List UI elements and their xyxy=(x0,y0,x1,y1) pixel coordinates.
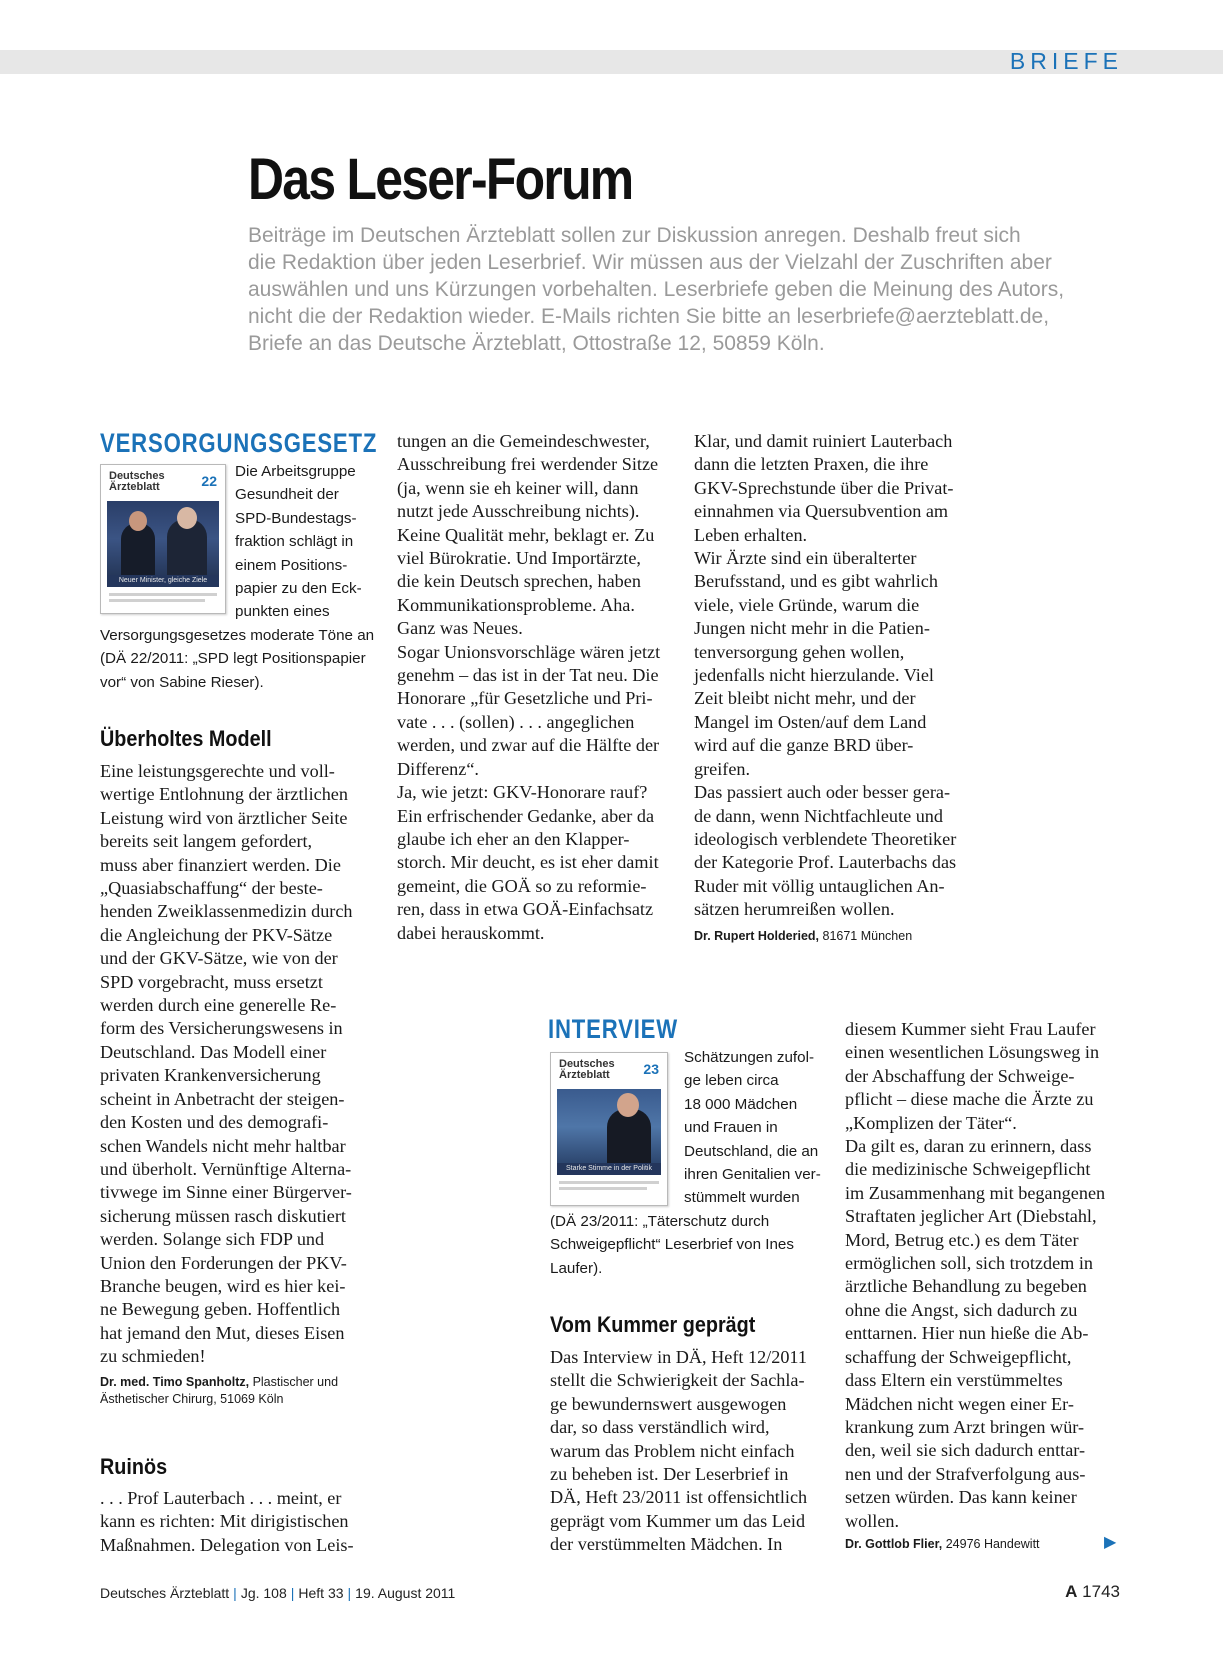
body-line: einnahmen via Quersubvention am xyxy=(694,501,949,522)
body-line: schaffung der Schweigepflicht, xyxy=(845,1346,1072,1367)
teaser-line: punkten eines xyxy=(235,603,330,621)
body-line: die medizinische Schweigepflicht xyxy=(845,1159,1091,1180)
body-line: bereits seit langem gefordert, xyxy=(100,831,313,852)
section-kicker-versorgungsgesetz: VERSORGUNGSGESETZ xyxy=(100,428,378,458)
body-line: ohne die Angst, sich dadurch zu xyxy=(845,1299,1078,1320)
section-kicker-interview: INTERVIEW xyxy=(548,1014,678,1044)
body-line: Leben erhalten. xyxy=(694,524,808,545)
teaser-line: und Frauen in xyxy=(684,1119,778,1137)
body-line: Deutschland. Das Modell einer xyxy=(100,1041,327,1062)
letter-heading-vom-kummer-gepraegt: Vom Kummer geprägt xyxy=(550,1312,756,1337)
teaser-line: einem Positions- xyxy=(235,556,348,574)
body-line: setzen würden. Das kann keiner xyxy=(845,1487,1077,1508)
body-line: zu beheben ist. Der Leserbrief in xyxy=(550,1464,789,1485)
page-number xyxy=(1065,1582,1120,1602)
body-line: wollen. xyxy=(845,1510,900,1531)
teaser-line: Versorgungsgesetzes moderate Töne an xyxy=(100,627,375,644)
teaser-versorgungsgesetz xyxy=(235,460,362,624)
arrow-right-icon: ▶ xyxy=(1104,1532,1117,1551)
page-number-value: 1743 xyxy=(1082,1582,1120,1601)
letter-signature-spanholtz xyxy=(100,1374,338,1408)
body-line: ge bewundernswert ausgewogen xyxy=(550,1393,787,1414)
teaser-versorgungsgesetz-cont xyxy=(100,624,374,694)
letter-body-kummer-col2 xyxy=(845,1018,1105,1533)
cover-title-line: Ärzteblatt xyxy=(559,1069,610,1081)
body-line: scheint in Anbetracht der steigen- xyxy=(100,1088,345,1109)
intro-line: die Redaktion über jeden Leserbrief. Wir müssen aus der Vielzahl der Zuschriften aber xyxy=(248,251,1052,274)
body-line: Mangel im Osten/auf dem Land xyxy=(694,711,927,732)
teaser-line: Schätzungen zufol- xyxy=(684,1049,815,1066)
intro-line: Beiträge im Deutschen Ärzteblatt sollen zur Diskussion anregen. Deshalb freut sich xyxy=(248,224,1021,247)
body-line: Ja, wie jetzt: GKV-Honorare rauf? xyxy=(397,782,648,803)
body-line: DÄ, Heft 23/2011 ist offensichtlich xyxy=(550,1487,808,1508)
body-line: der verstümmelten Mädchen. In xyxy=(550,1534,783,1555)
intro-line: Briefe an das Deutsche Ärzteblatt, Ottostraße 12, 50859 Köln. xyxy=(248,332,825,355)
page-prefix: A xyxy=(1065,1582,1078,1601)
author-name: Dr. Gottlob Flier, xyxy=(845,1537,943,1551)
footer-issue: Heft 33 xyxy=(298,1585,344,1601)
letter-body-ruinoes-col1 xyxy=(100,1487,354,1557)
body-line: Da gilt es, daran zu erinnern, dass xyxy=(845,1136,1092,1157)
cover-issue-number: 22 xyxy=(201,473,217,489)
body-line: die kein Deutsch sprechen, haben xyxy=(397,571,641,592)
body-line: Mädchen nicht wegen einer Er- xyxy=(845,1393,1074,1414)
body-line: . . . Prof Lauterbach . . . meint, er xyxy=(100,1488,342,1508)
body-line: und der GKV-Sätze, wie von der xyxy=(100,948,338,969)
body-line: nen und der Strafverfolgung aus- xyxy=(845,1463,1086,1484)
teaser-line: Laufer). xyxy=(550,1259,603,1277)
body-line: wertige Entlohnung der ärztlichen xyxy=(100,784,348,805)
body-line: Mord, Betrug etc.) es dem Täter xyxy=(845,1229,1079,1250)
body-line: dabei herauskommt. xyxy=(397,922,545,943)
body-line: Ganz was Neues. xyxy=(397,618,523,639)
body-line: zu schmieden! xyxy=(100,1346,206,1367)
teaser-line: Gesundheit der xyxy=(235,486,339,504)
teaser-line: Die Arbeitsgruppe xyxy=(235,463,356,480)
author-location: 81671 München xyxy=(819,929,913,943)
body-line: privaten Krankenversicherung xyxy=(100,1065,321,1086)
author-location: Ästhetischer Chirurg, 51069 Köln xyxy=(100,1392,284,1406)
body-line: Sogar Unionsvorschläge wären jetzt xyxy=(397,641,661,662)
body-line: ren, dass in etwa GOÄ-Einfachsatz xyxy=(397,899,654,920)
body-line: ne Bewegung geben. Hoffentlich xyxy=(100,1299,341,1320)
body-line: Wir Ärzte sind ein überalterter xyxy=(694,548,917,569)
cover-title xyxy=(559,1059,615,1081)
body-line: Branche beugen, wird es hier kei- xyxy=(100,1275,346,1296)
body-line: Ausschreibung frei werdender Sitze xyxy=(397,454,659,475)
body-line: der Abschaffung der Schweige- xyxy=(845,1065,1075,1086)
teaser-line: Schweigepflicht“ Leserbrief von Ines xyxy=(550,1236,794,1254)
body-line: Maßnahmen. Delegation von Leis- xyxy=(100,1534,354,1555)
body-line: dass Eltern ein verstümmeltes xyxy=(845,1370,1063,1391)
body-line: geprägt vom Kummer um das Leid xyxy=(550,1510,806,1531)
body-line: Straftaten jeglicher Art (Diebstahl, xyxy=(845,1206,1097,1227)
body-line: Eine leistungsgerechte und voll- xyxy=(100,761,335,781)
body-line: Zeit bleibt nicht mehr, und der xyxy=(694,688,916,709)
body-line: schen Wandels nicht mehr haltbar xyxy=(100,1135,346,1156)
teaser-line: Deutschland, die an xyxy=(684,1142,819,1160)
body-line: Leistung wird von ärztlicher Seite xyxy=(100,807,348,828)
body-line: de dann, wenn Nichtfachleute und xyxy=(694,805,943,826)
body-line: GKV-Sprechstunde über die Privat- xyxy=(694,477,954,498)
body-line: und überholt. Vernünftige Alterna- xyxy=(100,1158,352,1179)
author-name: Dr. med. Timo Spanholtz, xyxy=(100,1375,250,1389)
body-line: nutzt jede Ausschreibung nichts). xyxy=(397,501,640,522)
body-line: ermöglichen soll, sich trotzdem in xyxy=(845,1253,1094,1274)
cover-title-line: Deutsches xyxy=(109,470,165,482)
cover-photo xyxy=(557,1089,661,1173)
author-affiliation: Plastischer und xyxy=(249,1375,339,1389)
body-line: „Komplizen der Täter“. xyxy=(845,1112,1017,1133)
letter-signature-flier xyxy=(845,1536,1040,1553)
body-line: Das Interview in DÄ, Heft 12/2011 xyxy=(550,1347,807,1367)
body-line: Keine Qualität mehr, beklagt er. Zu xyxy=(397,524,655,545)
letter-body-ruinoes-col3 xyxy=(694,430,956,922)
intro-text xyxy=(248,222,1128,357)
footer-date: 19. August 2011 xyxy=(355,1585,456,1601)
body-line: tenversorgung gehen wollen, xyxy=(694,641,905,662)
body-line: sicherung müssen rasch diskutiert xyxy=(100,1205,346,1226)
body-line: werden, und zwar auf die Hälfte der xyxy=(397,735,660,756)
teaser-line: fraktion schlägt in xyxy=(235,533,354,551)
body-line: stellt die Schwierigkeit der Sachla- xyxy=(550,1370,805,1391)
body-line: werden durch eine generelle Re- xyxy=(100,995,337,1016)
teaser-line: stümmelt wurden xyxy=(684,1189,800,1207)
body-line: im Zusammenhang mit begangenen xyxy=(845,1182,1106,1203)
letter-heading-ruinoes: Ruinös xyxy=(100,1454,168,1479)
cover-caption: Neuer Minister, gleiche Ziele xyxy=(107,575,219,587)
body-line: Ein erfrischender Gedanke, aber da xyxy=(397,805,655,826)
letter-body-kummer-col1 xyxy=(550,1346,807,1557)
teaser-line: vor“ von Sabine Rieser). xyxy=(100,673,264,691)
teaser-line: SPD-Bundestags- xyxy=(235,509,357,527)
body-line: hat jemand den Mut, dieses Eisen xyxy=(100,1322,345,1343)
body-line: Das passiert auch oder besser gera- xyxy=(694,782,951,803)
page-footer: Deutsches Ärzteblatt | Jg. 108 | Heft 33 | 19. August 2011 xyxy=(100,1585,456,1601)
magazine-cover-22 xyxy=(100,464,226,614)
body-line: Kommunikationsprobleme. Aha. xyxy=(397,594,635,615)
body-line: genehm – das ist in der Tat neu. Die xyxy=(397,665,659,686)
cover-issue-number: 23 xyxy=(643,1061,659,1077)
body-line: henden Zweiklassenmedizin durch xyxy=(100,901,353,922)
body-line: kann es richten: Mit dirigistischen xyxy=(100,1511,349,1532)
author-location: 24976 Handewitt xyxy=(942,1537,1040,1551)
cover-photo xyxy=(107,501,219,585)
cover-title xyxy=(109,471,165,493)
body-line: dann die letzten Praxen, die ihre xyxy=(694,454,929,475)
body-line: viel Bürokratie. Und Importärzte, xyxy=(397,548,641,569)
letter-body-ruinoes-col2 xyxy=(397,430,660,945)
body-line: SPD vorgebracht, muss ersetzt xyxy=(100,971,323,992)
body-line: enttarnen. Hier nun hieße die Ab- xyxy=(845,1323,1089,1344)
body-line: werden. Solange sich FDP und xyxy=(100,1229,325,1250)
body-line: form des Versicherungswesens in xyxy=(100,1018,343,1039)
body-line: einen wesentlichen Lösungsweg in xyxy=(845,1042,1100,1063)
body-line: sätzen herumreißen wollen. xyxy=(694,899,895,920)
body-line: glaube ich eher an den Klapper- xyxy=(397,828,630,849)
teaser-line: ihren Genitalien ver- xyxy=(684,1166,821,1184)
teaser-line: (DÄ 22/2011: „SPD legt Positionspapier xyxy=(100,650,366,668)
body-line: den, weil sie sich dadurch enttar- xyxy=(845,1440,1086,1461)
body-line: gemeint, die GOÄ so zu reformie- xyxy=(397,875,647,896)
body-line: storch. Mir deucht, es ist eher damit xyxy=(397,852,659,873)
letter-heading-ueberholtes-modell: Überholtes Modell xyxy=(100,726,272,751)
body-line: die Angleichung der PKV-Sätze xyxy=(100,924,333,945)
body-line: Ruder mit völlig untauglichen An- xyxy=(694,875,945,896)
body-line: viele, viele Gründe, warum die xyxy=(694,594,920,615)
body-line: Berufsstand, und es gibt wahrlich xyxy=(694,571,938,592)
body-line: Klar, und damit ruiniert Lauterbach xyxy=(694,431,953,451)
letter-body-ueberholtes-modell xyxy=(100,760,353,1369)
body-line: der Kategorie Prof. Lauterbachs das xyxy=(694,852,957,873)
body-line: den Kosten und des demografi- xyxy=(100,1112,329,1133)
body-line: vate . . . (sollen) . . . angeglichen xyxy=(397,711,635,732)
body-line: Differenz“. xyxy=(397,758,479,779)
body-line: Honorare „für Gesetzliche und Pri- xyxy=(397,688,653,709)
teaser-line: papier zu den Eck- xyxy=(235,580,362,598)
body-line: ideologisch verblendete Theoretiker xyxy=(694,828,957,849)
body-line: Jungen nicht mehr in die Patien- xyxy=(694,618,930,639)
teaser-line: ge leben circa xyxy=(684,1072,779,1090)
body-line: ärztliche Behandlung zu begeben xyxy=(845,1276,1087,1297)
body-line: jedenfalls nicht hierzulande. Viel xyxy=(694,665,934,686)
body-line: wird auf die ganze BRD über- xyxy=(694,735,914,756)
letter-signature-holderied xyxy=(694,928,912,945)
cover-caption: Starke Stimme in der Politik xyxy=(557,1163,661,1175)
intro-line: nicht die der Redaktion wieder. E-Mails richten Sie bitte an leserbriefe@aerzteblatt.de, xyxy=(248,305,1050,328)
body-line: greifen. xyxy=(694,758,751,779)
teaser-line: 18 000 Mädchen xyxy=(684,1095,798,1113)
body-line: muss aber finanziert werden. Die xyxy=(100,854,341,875)
teaser-line: (DÄ 23/2011: „Täterschutz durch xyxy=(550,1213,770,1230)
page-title: Das Leser-Forum xyxy=(248,147,633,212)
teaser-interview-cont xyxy=(550,1210,794,1280)
body-line: tivwege im Sinne einer Bürgerver- xyxy=(100,1182,352,1203)
body-line: krankung zum Arzt bringen wür- xyxy=(845,1416,1085,1437)
body-line: dar, so dass verständlich wird, xyxy=(550,1417,770,1438)
magazine-cover-23 xyxy=(550,1052,668,1206)
body-line: pflicht – diese mache die Ärzte zu xyxy=(845,1089,1094,1110)
cover-title-line: Ärzteblatt xyxy=(109,481,160,493)
body-line: Union den Forderungen der PKV- xyxy=(100,1252,347,1273)
body-line: diesem Kummer sieht Frau Laufer xyxy=(845,1019,1096,1039)
footer-journal: Deutsches Ärzteblatt xyxy=(100,1585,230,1601)
author-name: Dr. Rupert Holderied, xyxy=(694,929,820,943)
body-line: „Quasiabschaffung“ der beste- xyxy=(100,878,323,899)
footer-volume: Jg. 108 xyxy=(240,1585,287,1601)
body-line: (ja, wenn sie eh keiner will, dann xyxy=(397,477,639,498)
body-line: tungen an die Gemeindeschwester, xyxy=(397,431,650,451)
cover-title-line: Deutsches xyxy=(559,1058,615,1070)
section-label: BRIEFE xyxy=(1009,48,1123,74)
teaser-interview xyxy=(684,1046,821,1210)
body-line: warum das Problem nicht einfach xyxy=(550,1440,795,1461)
intro-line: auswählen und uns Kürzungen vorbehalten. Leserbriefe geben die Meinung des Autors, xyxy=(248,278,1065,301)
